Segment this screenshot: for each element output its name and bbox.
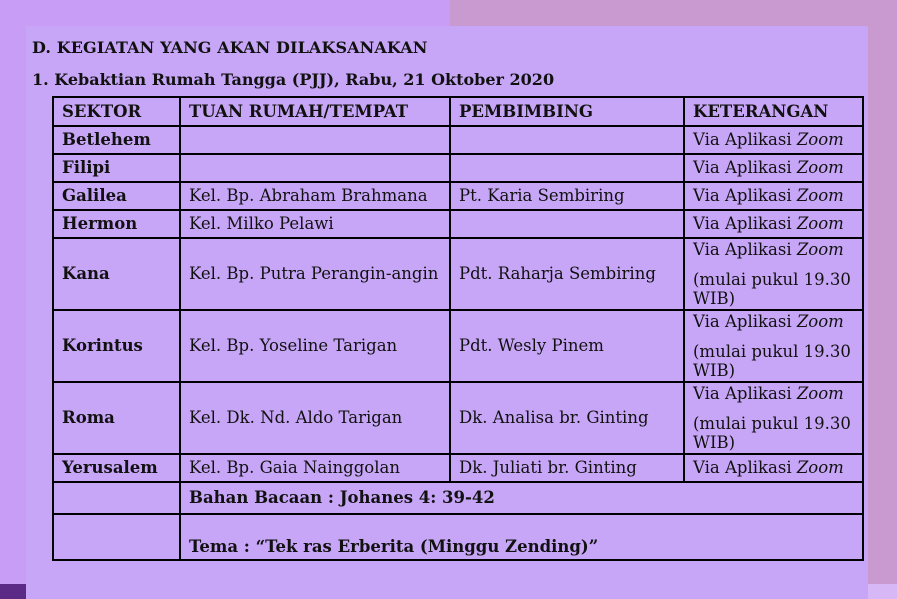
table-row bbox=[53, 182, 863, 210]
table-row bbox=[53, 310, 863, 382]
notes-cell: Via Aplikasi Zoom bbox=[684, 210, 863, 238]
table-row bbox=[53, 126, 863, 154]
header-notes: KETERANGAN bbox=[684, 97, 863, 126]
sektor-cell: Betlehem bbox=[53, 126, 180, 154]
header-host: TUAN RUMAH/TEMPAT bbox=[180, 97, 450, 126]
host-cell: Kel. Bp. Yoseline Tarigan bbox=[180, 310, 450, 382]
guide-cell: Pdt. Raharja Sembiring bbox=[450, 238, 684, 310]
sektor-cell: Filipi bbox=[53, 154, 180, 182]
host-cell bbox=[180, 126, 450, 154]
document-page bbox=[26, 26, 868, 599]
header-sektor: SEKTOR bbox=[53, 97, 180, 126]
notes-cell: Via Aplikasi Zoom bbox=[684, 154, 863, 182]
schedule-table bbox=[52, 96, 864, 561]
activity-subheading: 1. Kebaktian Rumah Tangga (PJJ), Rabu, 21 Oktober 2020 bbox=[32, 70, 555, 89]
table-row bbox=[53, 154, 863, 182]
start-time-note: (mulai pukul 19.30 WIB) bbox=[693, 342, 851, 380]
guide-cell bbox=[450, 154, 684, 182]
sektor-cell: Korintus bbox=[53, 310, 180, 382]
host-cell: Kel. Dk. Nd. Aldo Tarigan bbox=[180, 382, 450, 454]
start-time-note: (mulai pukul 19.30 WIB) bbox=[693, 414, 851, 452]
table-row bbox=[53, 210, 863, 238]
empty-cell bbox=[53, 514, 180, 560]
table-row bbox=[53, 454, 863, 482]
host-cell: Kel. Bp. Putra Perangin-angin bbox=[180, 238, 450, 310]
notes-cell: Via Aplikasi Zoom (mulai pukul 19.30 WIB) bbox=[684, 310, 863, 382]
guide-cell: Dk. Analisa br. Ginting bbox=[450, 382, 684, 454]
section-heading: D. KEGIATAN YANG AKAN DILAKSANAKAN bbox=[32, 38, 428, 57]
table-header-row bbox=[53, 97, 863, 126]
guide-cell: Pt. Karia Sembiring bbox=[450, 182, 684, 210]
sektor-cell: Roma bbox=[53, 382, 180, 454]
reading-text: Bahan Bacaan : Johanes 4: 39-42 bbox=[180, 482, 863, 514]
host-cell: Kel. Bp. Abraham Brahmana bbox=[180, 182, 450, 210]
sektor-cell: Hermon bbox=[53, 210, 180, 238]
notes-cell: Via Aplikasi Zoom bbox=[684, 182, 863, 210]
sektor-cell: Yerusalem bbox=[53, 454, 180, 482]
host-cell: Kel. Milko Pelawi bbox=[180, 210, 450, 238]
table-row bbox=[53, 238, 863, 310]
sektor-cell: Kana bbox=[53, 238, 180, 310]
theme-row bbox=[53, 514, 863, 560]
guide-cell: Pdt. Wesly Pinem bbox=[450, 310, 684, 382]
background-corner-left bbox=[0, 584, 28, 599]
empty-cell bbox=[53, 482, 180, 514]
host-cell: Kel. Bp. Gaia Nainggolan bbox=[180, 454, 450, 482]
guide-cell bbox=[450, 126, 684, 154]
reading-row bbox=[53, 482, 863, 514]
guide-cell bbox=[450, 210, 684, 238]
notes-cell: Via Aplikasi Zoom bbox=[684, 454, 863, 482]
notes-cell: Via Aplikasi Zoom (mulai pukul 19.30 WIB) bbox=[684, 382, 863, 454]
background-corner-right bbox=[868, 584, 897, 599]
sektor-cell: Galilea bbox=[53, 182, 180, 210]
start-time-note: (mulai pukul 19.30 WIB) bbox=[693, 270, 851, 308]
header-guide: PEMBIMBING bbox=[450, 97, 684, 126]
table-row bbox=[53, 382, 863, 454]
notes-cell: Via Aplikasi Zoom bbox=[684, 126, 863, 154]
notes-cell: Via Aplikasi Zoom (mulai pukul 19.30 WIB) bbox=[684, 238, 863, 310]
theme-text: Tema : “Tek ras Erberita (Minggu Zending)” bbox=[180, 514, 863, 560]
guide-cell: Dk. Juliati br. Ginting bbox=[450, 454, 684, 482]
host-cell bbox=[180, 154, 450, 182]
